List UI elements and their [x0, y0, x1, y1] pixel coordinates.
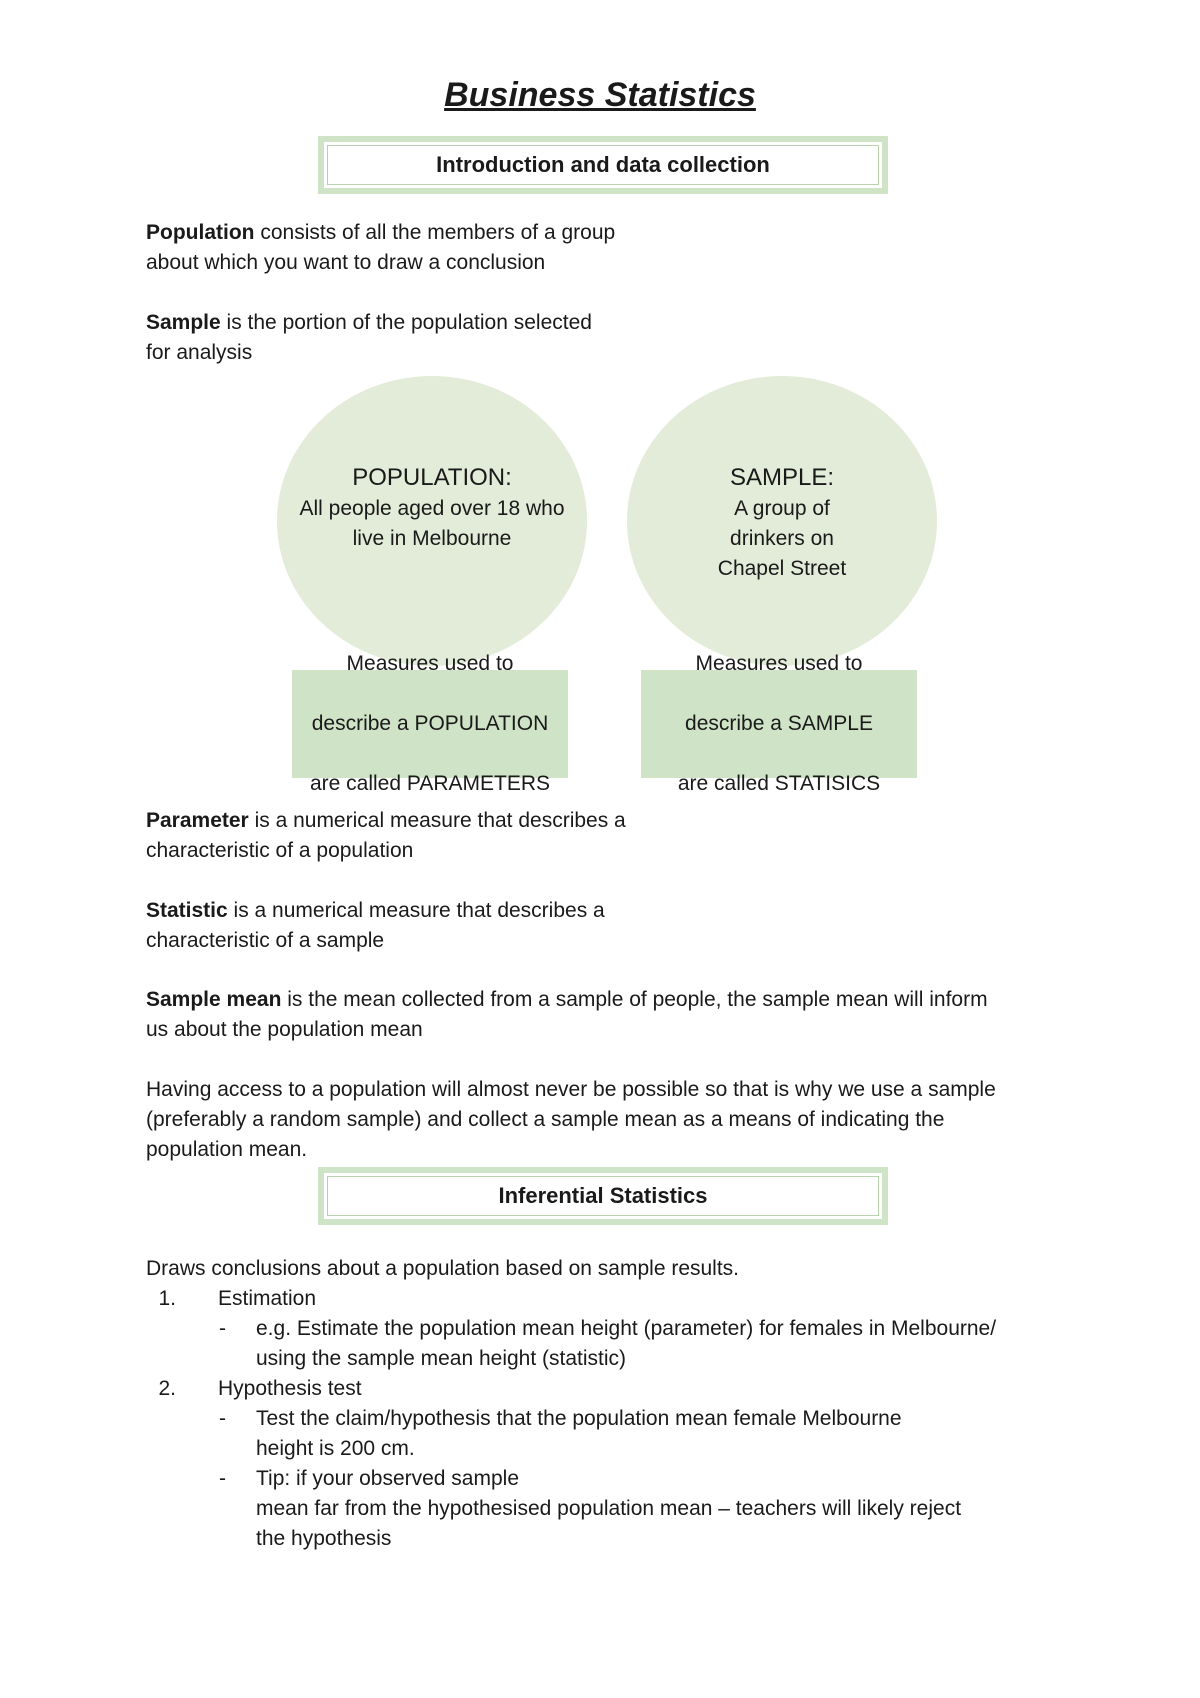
parameters-box-line-1: Measures used to [346, 652, 514, 675]
sample-circle-line-1: A group of [734, 497, 830, 520]
definition-parameter-text-2: characteristic of a population [146, 839, 414, 862]
sub-item-test-claim [146, 1404, 1076, 1464]
list-item-number: 2. [158, 1377, 176, 1400]
list-item-estimation [146, 1284, 1076, 1314]
population-circle [277, 376, 587, 666]
definition-sample-mean-text-2: us about the population mean [146, 1018, 423, 1041]
sample-circle-line-2: drinkers on [730, 527, 834, 550]
page-title: Business Statistics [444, 76, 756, 114]
sub-item-dash: - [219, 1317, 226, 1340]
sub-item-estimate-example [146, 1314, 1076, 1374]
access-line-3: population mean. [146, 1138, 308, 1161]
definition-statistic-text-2: characteristic of a sample [146, 929, 385, 952]
sub-item-dash: - [219, 1407, 226, 1430]
definition-parameter [146, 806, 626, 866]
definition-sample [146, 308, 592, 368]
statistics-box-line-2: describe a SAMPLE [685, 712, 873, 735]
definition-population-text: consists of all the members of a group [254, 221, 616, 244]
parameters-box [292, 652, 568, 795]
sample-circle [627, 376, 937, 666]
parameters-box-text [305, 649, 555, 799]
access-line-2: (preferably a random sample) and collect a sample mean as a means of indicating the [146, 1108, 945, 1131]
access-paragraph [146, 1075, 1076, 1165]
definition-parameter-text: is a numerical measure that describes a [248, 809, 626, 832]
section-heading-intro-text: Introduction and data collection [436, 152, 770, 177]
definition-sample-mean-text: is the mean collected from a sample of people, the sample mean will inform [281, 988, 988, 1011]
inferential-intro: Draws conclusions about a population based on sample results. [146, 1257, 740, 1280]
definition-sample-text-2: for analysis [146, 341, 253, 364]
section-heading-inferential [318, 1167, 888, 1225]
statistics-box-text [654, 649, 904, 799]
definition-sample-mean [146, 985, 1076, 1045]
statistics-box-line-1: Measures used to [695, 652, 863, 675]
definition-population [146, 218, 615, 278]
inferential-list [146, 1284, 1076, 1554]
definition-sample-text: is the portion of the population selected [220, 311, 592, 334]
definition-statistic-text: is a numerical measure that describes a [227, 899, 605, 922]
statistics-box [641, 652, 917, 795]
sub-item-line-2: height is 200 cm. [256, 1437, 415, 1460]
sample-circle-head: SAMPLE: [729, 464, 835, 491]
sub-item-line-1: Tip: if your observed sample [256, 1467, 520, 1490]
section-heading-inferential-text: Inferential Statistics [498, 1183, 708, 1208]
sub-item-line-1: Test the claim/hypothesis that the population mean female Melbourne [256, 1407, 902, 1430]
population-circle-line-1: All people aged over 18 who [299, 497, 565, 520]
sub-item-line-1: e.g. Estimate the population mean height (parameter) for females in Melbourne/ [256, 1317, 997, 1340]
parameters-box-line-3: are called PARAMETERS [309, 772, 551, 795]
population-circle-head: POPULATION: [352, 464, 512, 491]
term-sample: Sample [146, 311, 221, 334]
sub-item-line-3: the hypothesis [256, 1527, 392, 1550]
population-circle-line-2: live in Melbourne [352, 527, 512, 550]
sample-circle-line-3: Chapel Street [717, 557, 847, 580]
statistics-box-line-3: are called STATISICS [677, 772, 881, 795]
list-item-label: Hypothesis test [218, 1377, 362, 1400]
sub-item-dash: - [219, 1467, 226, 1490]
list-item-hypothesis-test [146, 1374, 1076, 1404]
sub-item-line-2: using the sample mean height (statistic) [256, 1347, 627, 1370]
term-statistic: Statistic [146, 899, 228, 922]
sub-item-tip [146, 1464, 1076, 1554]
term-population: Population [146, 221, 255, 244]
term-parameter: Parameter [146, 809, 249, 832]
list-item-label: Estimation [218, 1287, 317, 1310]
list-item-number: 1. [158, 1287, 176, 1310]
definition-statistic [146, 896, 605, 956]
term-sample-mean: Sample mean [146, 988, 282, 1011]
definition-population-text-2: about which you want to draw a conclusion [146, 251, 546, 274]
access-line-1: Having access to a population will almost never be possible so that is why we use a sample [146, 1078, 996, 1101]
sub-item-line-2: mean far from the hypothesised population mean – teachers will likely reject [256, 1497, 962, 1520]
parameters-box-line-2: describe a POPULATION [311, 712, 549, 735]
section-heading-intro [318, 136, 888, 194]
